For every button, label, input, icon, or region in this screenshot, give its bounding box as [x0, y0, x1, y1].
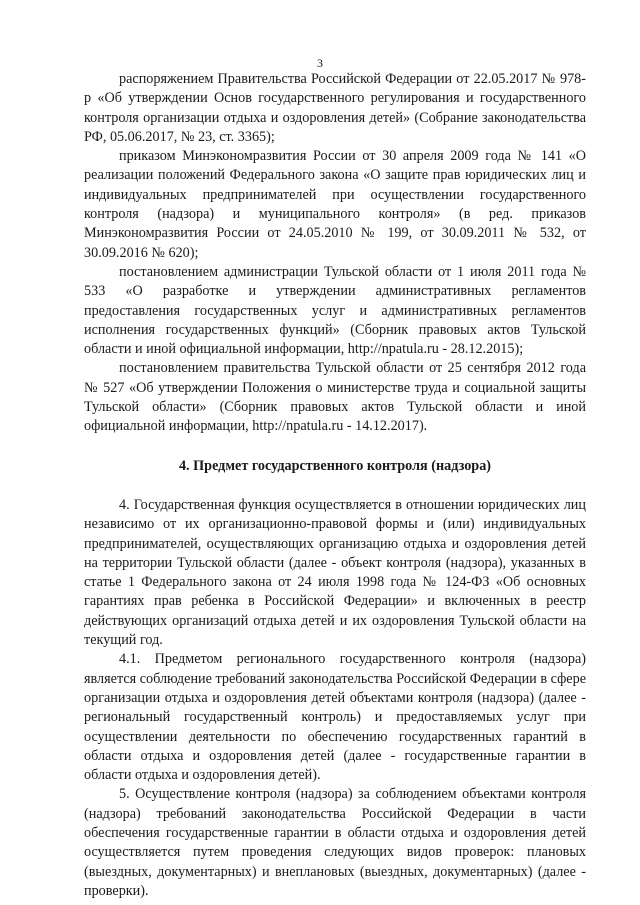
- paragraph-item-4-1: 4.1. Предметом регионального государственного контроля (надзора) является соблюдение требований законодательства Российской Федерации в сфере организации отдыха и оздоровления детей объектами контроля (надзора) (далее - региональный государственный контроль) и предоставляемых услуг при осуществлении деятельности по обеспечению государственных гарантий в области отдыха и оздоровления детей (далее - государственные гарантии в области отдыха и оздоровления детей).: [84, 651, 586, 784]
- paragraph-decree-978: распоряжением Правительства Российской Федерации от 22.05.2017 № 978-р «Об утверждении Основ государственного регулирования и государственного контроля организации отдыха и оздоровления детей» (Собрание законодательства РФ, 05.06.2017, № 23, ст. 3365);: [84, 71, 586, 145]
- paragraph-item-4: 4. Государственная функция осуществляется в отношении юридических лиц независимо от их организационно-правовой формы и (или) индивидуальных предпринимателей, осуществляющих организацию отдыха и оздоровления детей на территории Тульской области (далее - объект контроля (надзора), указанных в статье 1 Федерального закона от 24 июля 1998 года № 124-ФЗ «Об основных гарантиях прав ребенка в Российской Федерации» и включенных в реестр действующих организаций отдыха детей и их оздоровления Тульской области на текущий год.: [84, 496, 586, 649]
- paragraph-order-141: приказом Минэкономразвития России от 30 апреля 2009 года № 141 «О реализации положений Федерального закона «О защите прав юридических лиц и индивидуальных предпринимателей при осуществлении государственного контроля (надзора) и муниципального контроля» (в ред. приказов Минэкономразвития России от 24.05.2010 № 199, от 30.09.2011 № 532, от 30.09.2016 № 620);: [84, 148, 586, 261]
- paragraph-item-5: 5. Осуществление контроля (надзора) за соблюдением объектами контроля (надзора) требований законодательства Российской Федерации в части обеспечения государственные гарантии в области отдыха и оздоровления детей осуществляется путем проведения следующих видов проверок: плановых (выездных, документарных) и внеплановых (выездных, документарных) (далее - проверки).: [84, 786, 586, 899]
- document-body: [84, 70, 586, 901]
- section-heading: 4. Предмет государственного контроля (надзора): [178, 457, 492, 474]
- page-number: 3: [317, 56, 323, 70]
- paragraph-resolution-527: постановлением правительства Тульской области от 25 сентября 2012 года № 527 «Об утверждении Положения о министерстве труда и социальной защиты Тульской области» (Сборник правовых актов Тульской области и иной официальной информации, http://npatula.ru - 14.12.2017).: [84, 360, 586, 435]
- paragraph-resolution-533: постановлением администрации Тульской области от 1 июля 2011 года № 533 «О разработке и утверждении административных регламентов предоставления государственных услуг и административных регламентов исполнения государственных функций» (Сборник правовых актов Тульской области и иной официальной информации, http://npatula.ru - 28.12.2015);: [84, 263, 586, 358]
